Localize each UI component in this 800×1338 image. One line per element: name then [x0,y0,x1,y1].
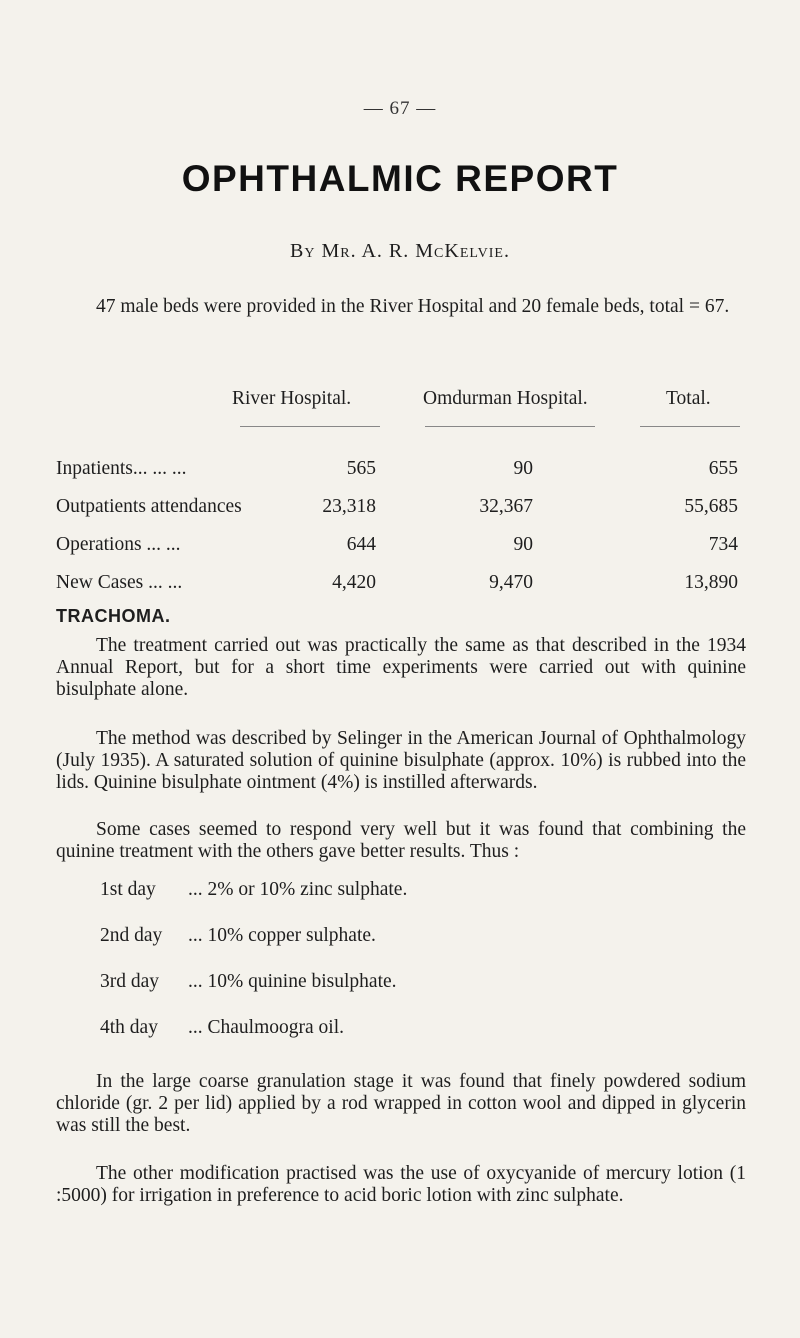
regimen-day: 2nd day [100,925,163,946]
cell-omdurman: 9,470 [489,572,533,593]
regimen-day: 4th day [100,1017,158,1038]
cell-river: 23,318 [322,496,376,517]
paragraph: Some cases seemed to respond very well but it was found that combining the quinine treatment with the others gave better results. Thus : [56,819,746,862]
paragraph: The treatment carried out was practically the same as that described in the 1934 Annual Report, but for a short time experiments were carried out with quinine bisulphate alone. [56,635,746,700]
paragraph: The method was described by Selinger in the American Journal of Ophthalmology (July 1935). A saturated solution of quinine bisulphate (approx. 10%) is rubbed into the lids. Quinine bisulphate ointment (4%) is instilled afterwards. [56,728,746,793]
row-label: Inpatients... ... ... [56,458,187,479]
report-title: OPHTHALMIC REPORT [181,158,619,199]
report-author: By Mr. A. R. McKelvie. [290,240,510,262]
regimen-treatment: ... 10% copper sulphate. [188,925,376,946]
cell-total: 13,890 [684,572,738,593]
regimen-treatment: ... Chaulmoogra oil. [188,1017,344,1038]
regimen-day: 1st day [100,879,156,900]
section-heading-trachoma: TRACHOMA. [56,606,171,626]
paragraph: In the large coarse granulation stage it was found that finely powdered sodium chloride (gr. 2 per lid) applied by a rod wrapped in cotton wool and dipped in glycerin was still the best. [56,1071,746,1136]
cell-total: 734 [708,534,738,555]
cell-omdurman: 90 [513,534,533,555]
cell-river: 644 [346,534,376,555]
row-label: Operations ... ... [56,534,181,555]
cell-total: 55,685 [684,496,738,517]
cell-total: 655 [708,458,738,479]
page-number: — 67 — [363,98,437,119]
regimen-day: 3rd day [100,971,160,992]
column-header-total: Total. [666,388,711,409]
cell-river: 565 [346,458,376,479]
column-rule [425,426,595,427]
intro-paragraph: 47 male beds were provided in the River Hospital and 20 female beds, total = 67. [96,296,730,317]
paragraph: The other modification practised was the use of oxycyanide of mercury lotion (1 :5000) for irrigation in preference to acid boric lotion with zinc sulphate. [56,1163,746,1206]
regimen-treatment: ... 10% quinine bisulphate. [188,971,397,992]
column-rule [240,426,380,427]
regimen-treatment: ... 2% or 10% zinc sulphate. [188,879,408,900]
column-header-river: River Hospital. [232,388,352,409]
row-label: Outpatients attendances [56,496,242,517]
column-header-omdurman: Omdurman Hospital. [423,388,588,409]
column-rule [640,426,740,427]
row-label: New Cases ... ... [56,572,183,593]
cell-omdurman: 90 [513,458,533,479]
cell-omdurman: 32,367 [479,496,533,517]
cell-river: 4,420 [332,572,376,593]
